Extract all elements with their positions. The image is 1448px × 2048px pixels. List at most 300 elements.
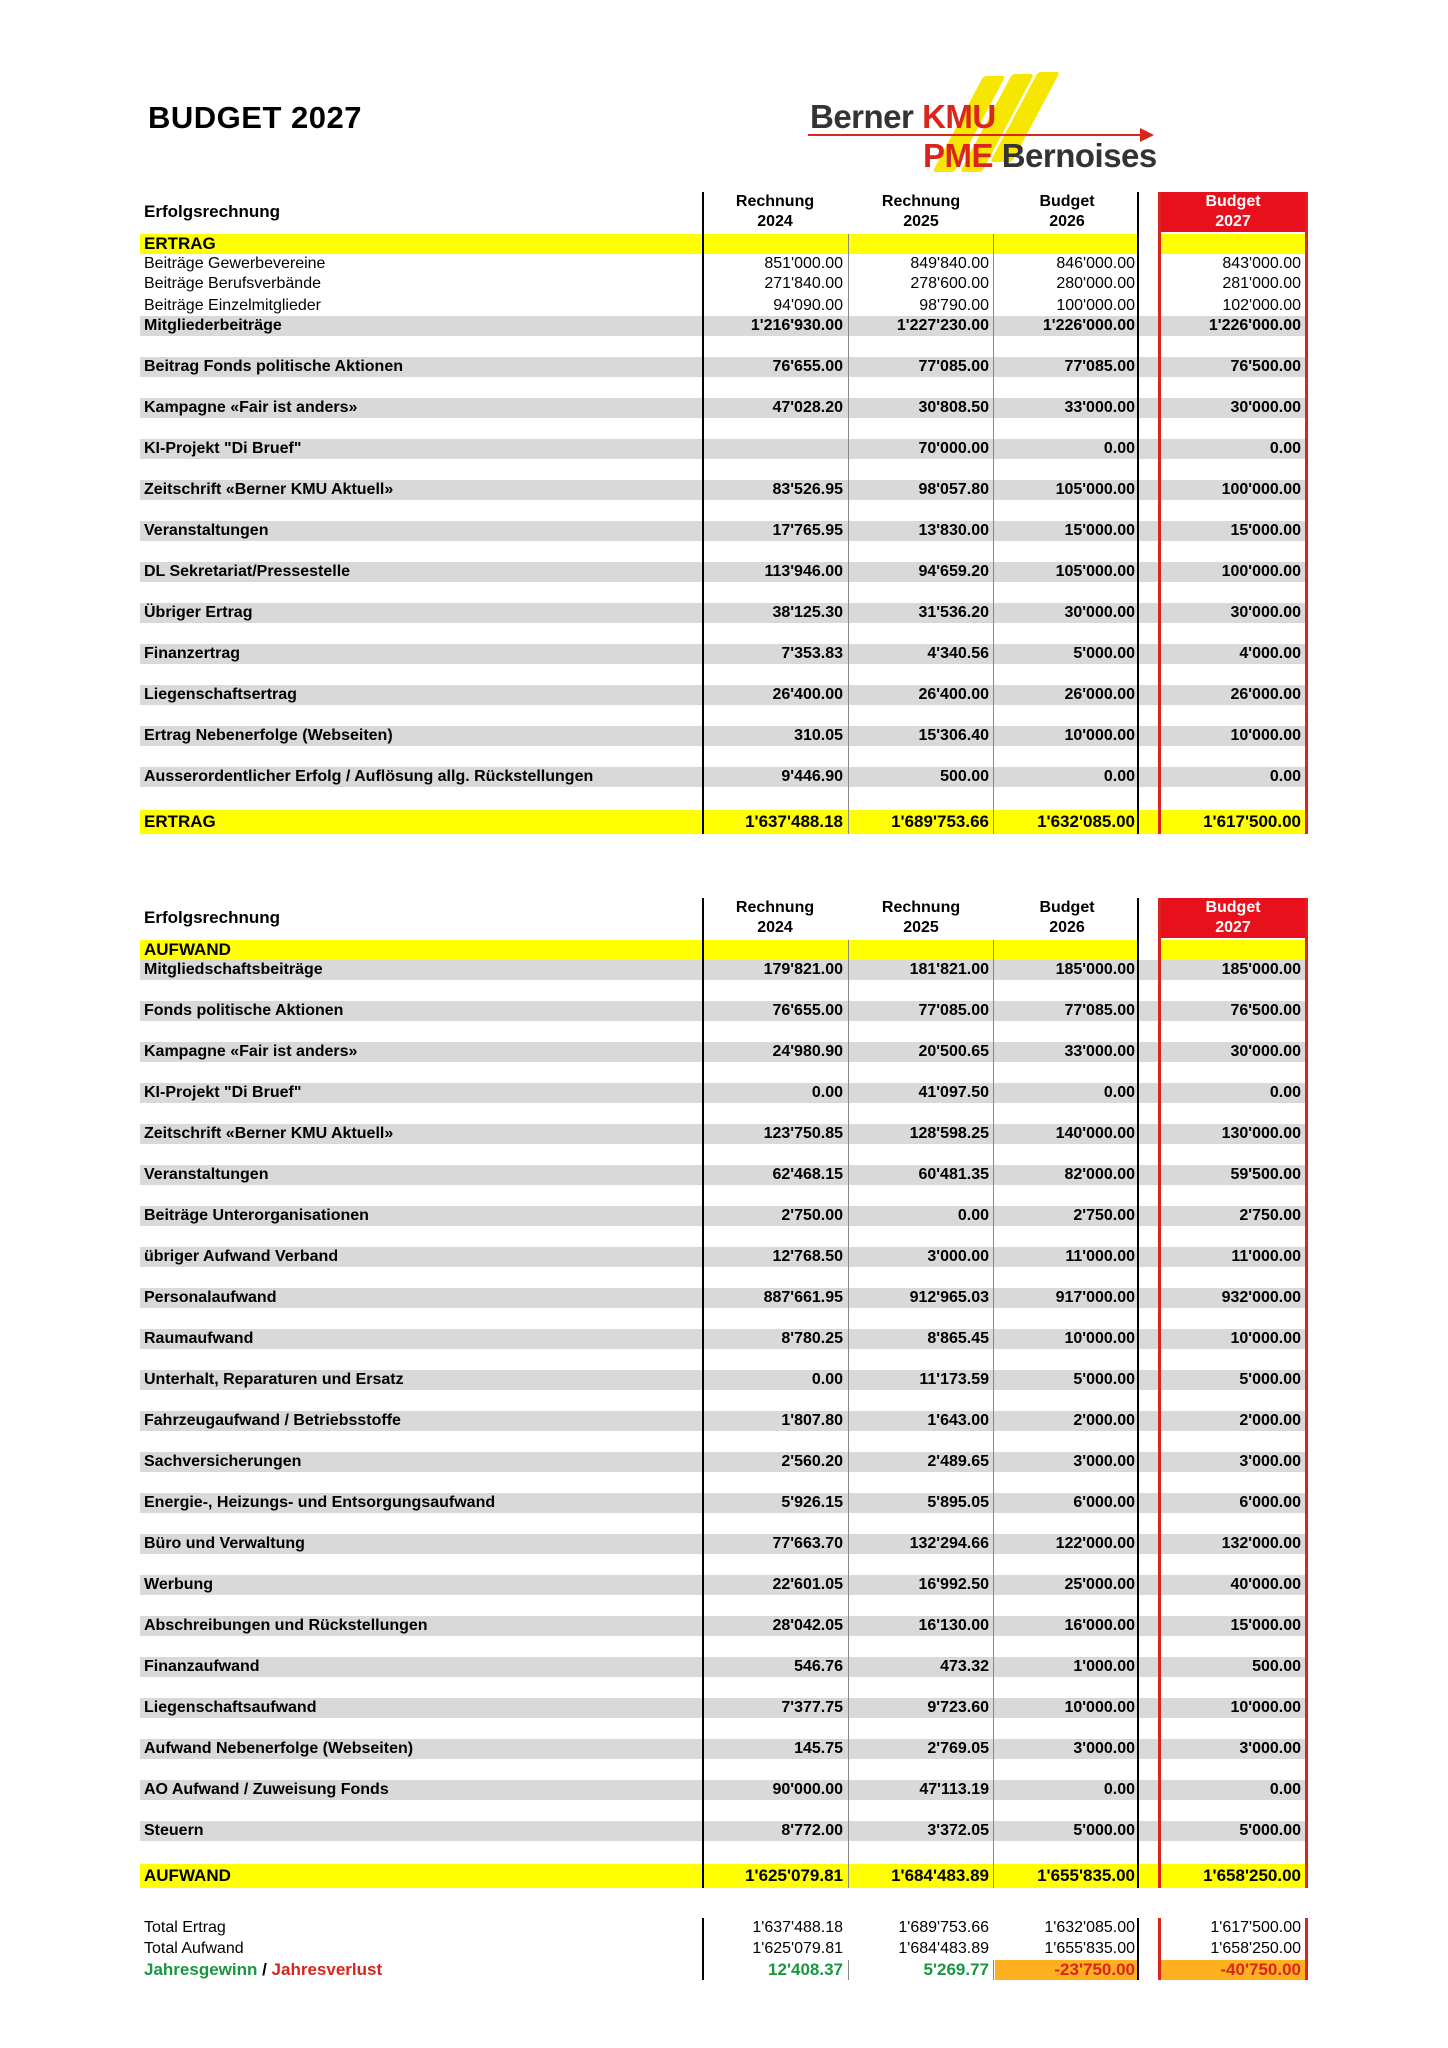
row-label: KI-Projekt "Di Bruef" <box>144 440 302 457</box>
table-row <box>140 1739 1305 1759</box>
value-cell: 94'090.00 <box>773 297 843 314</box>
value-cell: 40'000.00 <box>1230 1576 1301 1593</box>
value-cell: 30'000.00 <box>1230 604 1301 621</box>
table-row <box>140 1083 1305 1103</box>
value-cell: 17'765.95 <box>772 522 843 539</box>
table-row <box>140 274 1305 294</box>
table-row <box>140 357 1305 377</box>
value-cell: 4'340.56 <box>927 645 989 662</box>
table-row <box>140 1247 1305 1267</box>
summary-table <box>140 1918 1305 1980</box>
value-cell: 47'113.19 <box>919 1781 989 1798</box>
row-label: Kampagne «Fair ist anders» <box>144 399 358 416</box>
value-cell: 26'400.00 <box>772 686 843 703</box>
table-row <box>140 521 1305 541</box>
value-cell: 98'057.80 <box>918 481 989 498</box>
header-label: Erfolgsrechnung <box>144 202 281 221</box>
value-cell: 0.00 <box>1103 440 1135 457</box>
row-label: Raumaufwand <box>144 1330 254 1347</box>
table-row <box>140 767 1305 787</box>
value-cell: 3'000.00 <box>927 1248 989 1265</box>
value-cell: 6'000.00 <box>1073 1494 1135 1511</box>
value-cell: 5'000.00 <box>1239 1822 1301 1839</box>
column-header-line1: Budget <box>1039 193 1095 210</box>
row-label: Energie-, Heizungs- und Entsorgungsaufwand <box>144 1494 496 1511</box>
row-label: Finanzertrag <box>144 645 241 662</box>
value-cell: 0.00 <box>1269 440 1301 457</box>
value-cell: 30'000.00 <box>1064 604 1135 621</box>
value-cell: 917'000.00 <box>1055 1289 1135 1306</box>
row-label: Zeitschrift «Berner KMU Aktuell» <box>144 1125 394 1142</box>
table-row <box>140 1780 1305 1800</box>
section-label-row <box>140 234 1305 254</box>
column-header <box>995 898 1139 938</box>
value-cell: 1'632'085.00 <box>1037 812 1135 831</box>
value-cell: 912'965.03 <box>909 1289 989 1306</box>
value-cell: 5'895.05 <box>927 1494 989 1511</box>
row-label: Kampagne «Fair ist anders» <box>144 1043 358 1060</box>
row-label: Total Ertrag <box>144 1919 226 1936</box>
column-header-line2: 2024 <box>757 919 793 936</box>
table-header <box>140 192 1305 234</box>
column-header <box>703 192 847 232</box>
value-cell: 15'000.00 <box>1230 1617 1301 1634</box>
column-header <box>1161 898 1305 938</box>
summary-row <box>140 1939 1305 1960</box>
value-cell: 0.00 <box>1103 1084 1135 1101</box>
column-divider <box>1137 898 1139 1888</box>
value-cell: 5'926.15 <box>781 1494 843 1511</box>
table-row <box>140 1616 1305 1636</box>
row-label: übriger Aufwand Verband <box>144 1248 339 1265</box>
value-cell: 105'000.00 <box>1055 481 1135 498</box>
value-cell: 8'780.25 <box>781 1330 843 1347</box>
value-cell: 0.00 <box>1269 1084 1301 1101</box>
value-cell: 2'000.00 <box>1073 1412 1135 1429</box>
value-cell: 5'000.00 <box>1239 1371 1301 1388</box>
value-cell: 98'790.00 <box>919 297 989 314</box>
row-label: Liegenschaftsertrag <box>144 686 297 703</box>
value-cell: 3'000.00 <box>1239 1453 1301 1470</box>
table-row <box>140 296 1305 316</box>
value-cell: 1'632'085.00 <box>1044 1919 1135 1936</box>
table-row <box>140 1657 1305 1677</box>
value-cell: 7'353.83 <box>781 645 843 662</box>
value-cell: 1'658'250.00 <box>1203 1866 1301 1885</box>
column-header-line1: Budget <box>1205 899 1261 916</box>
value-cell: 140'000.00 <box>1055 1125 1135 1142</box>
value-cell: 11'000.00 <box>1065 1248 1135 1265</box>
row-label: KI-Projekt "Di Bruef" <box>144 1084 302 1101</box>
value-cell: 105'000.00 <box>1055 563 1135 580</box>
table-row <box>140 685 1305 705</box>
value-cell: 1'216'930.00 <box>750 317 843 334</box>
value-cell: 1'617'500.00 <box>1210 1919 1301 1936</box>
value-cell: 38'125.30 <box>772 604 843 621</box>
value-cell: 843'000.00 <box>1222 255 1301 272</box>
value-cell: 9'446.90 <box>781 768 843 785</box>
value-cell: 41'097.50 <box>918 1084 989 1101</box>
value-cell: 12'408.37 <box>768 1960 843 1979</box>
value-cell: 77'085.00 <box>1064 1002 1135 1019</box>
value-cell: 2'000.00 <box>1239 1412 1301 1429</box>
column-header <box>1161 192 1305 232</box>
table-row <box>140 644 1305 664</box>
row-label: ERTRAG <box>144 812 216 831</box>
value-cell: 1'625'079.81 <box>745 1866 843 1885</box>
value-cell: 851'000.00 <box>764 255 843 272</box>
row-label: Beiträge Gewerbevereine <box>144 255 326 272</box>
separator: / <box>257 1960 272 1979</box>
value-cell: 77'085.00 <box>918 1002 989 1019</box>
column-header-line2: 2024 <box>757 213 793 230</box>
value-cell: 887'661.95 <box>763 1289 843 1306</box>
table-row <box>140 1493 1305 1513</box>
aufwand-table <box>140 898 1305 1888</box>
column-divider <box>848 940 849 1888</box>
value-cell: 0.00 <box>1103 768 1135 785</box>
value-cell: 185'000.00 <box>1221 961 1301 978</box>
value-cell: 0.00 <box>1269 768 1301 785</box>
column-divider <box>1158 898 1161 1888</box>
table-row <box>140 960 1305 980</box>
section-label-row <box>140 940 1305 960</box>
value-cell: 15'306.40 <box>918 727 989 744</box>
value-cell: 26'400.00 <box>918 686 989 703</box>
value-cell: 3'000.00 <box>1073 1740 1135 1757</box>
value-cell: 15'000.00 <box>1064 522 1135 539</box>
value-cell: 8'772.00 <box>781 1822 843 1839</box>
value-cell: 4'000.00 <box>1239 645 1301 662</box>
column-header-line1: Budget <box>1205 193 1261 210</box>
value-cell: 281'000.00 <box>1222 275 1301 292</box>
result-label <box>144 1960 382 1980</box>
value-cell: 1'625'079.81 <box>752 1940 843 1957</box>
value-cell: 132'294.66 <box>909 1535 989 1552</box>
value-cell: 6'000.00 <box>1239 1494 1301 1511</box>
value-cell: 1'684'483.89 <box>898 1940 989 1957</box>
column-header-line1: Budget <box>1039 899 1095 916</box>
value-cell: 128'598.25 <box>909 1125 989 1142</box>
value-cell: 2'750.00 <box>781 1207 843 1224</box>
value-cell: 77'085.00 <box>918 358 989 375</box>
row-label: Ertrag Nebenerfolge (Webseiten) <box>144 727 393 744</box>
table-row <box>140 439 1305 459</box>
value-cell: 1'655'835.00 <box>1044 1940 1135 1957</box>
row-label: Aufwand Nebenerfolge (Webseiten) <box>144 1740 414 1757</box>
value-cell: 2'750.00 <box>1073 1207 1135 1224</box>
value-cell: 1'684'483.89 <box>891 1866 989 1885</box>
value-cell: 2'489.65 <box>927 1453 989 1470</box>
table-row <box>140 603 1305 623</box>
column-divider <box>702 192 704 834</box>
value-cell: 932'000.00 <box>1221 1289 1301 1306</box>
table-row <box>140 1370 1305 1390</box>
section-label: AUFWAND <box>144 940 231 959</box>
value-cell: 47'028.20 <box>772 399 843 416</box>
value-cell: 1'617'500.00 <box>1203 812 1301 831</box>
value-cell: 5'000.00 <box>1073 1822 1135 1839</box>
column-divider <box>1305 898 1308 1888</box>
value-cell: 10'000.00 <box>1064 1699 1135 1716</box>
value-cell: 271'840.00 <box>764 275 843 292</box>
value-cell: 76'655.00 <box>772 1002 843 1019</box>
value-cell: 500.00 <box>940 768 989 785</box>
section-label: ERTRAG <box>144 234 216 253</box>
column-divider <box>1158 192 1161 834</box>
value-cell: 8'865.45 <box>927 1330 989 1347</box>
value-cell: 0.00 <box>1269 1781 1301 1798</box>
value-cell: 90'000.00 <box>772 1781 843 1798</box>
ertrag-table <box>140 192 1305 834</box>
table-row <box>140 1001 1305 1021</box>
value-cell: 310.05 <box>794 727 843 744</box>
value-cell: 9'723.60 <box>927 1699 989 1716</box>
column-divider <box>1158 1918 1161 1980</box>
row-label: Beiträge Einzelmitglieder <box>144 297 321 314</box>
value-cell: 100'000.00 <box>1221 481 1301 498</box>
table-row <box>140 1042 1305 1062</box>
value-cell: 62'468.15 <box>772 1166 843 1183</box>
column-header <box>849 898 993 938</box>
value-cell: 30'000.00 <box>1230 1043 1301 1060</box>
row-label: Sachversicherungen <box>144 1453 302 1470</box>
row-label: Liegenschaftsaufwand <box>144 1699 317 1716</box>
value-cell: 82'000.00 <box>1064 1166 1135 1183</box>
table-row <box>140 316 1305 336</box>
column-divider <box>1305 1918 1308 1980</box>
value-cell: 77'663.70 <box>772 1535 843 1552</box>
value-cell: 10'000.00 <box>1230 1699 1301 1716</box>
value-cell: 102'000.00 <box>1222 297 1301 314</box>
value-cell: 1'637'488.18 <box>745 812 843 831</box>
column-header-line1: Rechnung <box>735 899 815 916</box>
column-header-line1: Rechnung <box>881 193 961 210</box>
value-cell: 10'000.00 <box>1064 1330 1135 1347</box>
row-label: Ausserordentlicher Erfolg / Auflösung allg. Rückstellungen <box>144 768 594 785</box>
value-cell: 122'000.00 <box>1055 1535 1135 1552</box>
value-cell: 130'000.00 <box>1221 1125 1301 1142</box>
value-cell: 24'980.90 <box>772 1043 843 1060</box>
page-title: BUDGET 2027 <box>148 100 362 135</box>
value-cell: 12'768.50 <box>772 1248 843 1265</box>
berner-kmu-logo: Berner KMU PME Bernoises <box>808 72 1168 180</box>
value-cell: 15'000.00 <box>1230 522 1301 539</box>
row-label: Fahrzeugaufwand / Betriebsstoffe <box>144 1412 401 1429</box>
value-cell: 33'000.00 <box>1064 399 1135 416</box>
value-cell: 2'560.20 <box>781 1453 843 1470</box>
table-header <box>140 898 1305 940</box>
value-cell: 3'372.05 <box>927 1822 989 1839</box>
value-cell: 3'000.00 <box>1073 1453 1135 1470</box>
value-cell: 1'226'000.00 <box>1208 317 1301 334</box>
value-cell: 1'000.00 <box>1073 1658 1135 1675</box>
value-cell: 846'000.00 <box>1056 255 1135 272</box>
value-cell: 10'000.00 <box>1230 1330 1301 1347</box>
value-cell: 1'643.00 <box>927 1412 989 1429</box>
column-header-line2: 2027 <box>1215 919 1251 936</box>
value-cell: -40'750.00 <box>1161 1960 1305 1980</box>
value-cell: 26'000.00 <box>1064 686 1135 703</box>
row-label: Mitgliederbeiträge <box>144 317 282 334</box>
total-row <box>140 810 1305 834</box>
value-cell: 1'689'753.66 <box>891 812 989 831</box>
loss-label: Jahresverlust <box>271 1960 383 1979</box>
row-label: AUFWAND <box>144 1866 231 1885</box>
column-divider <box>702 898 704 1888</box>
column-header-line2: 2026 <box>1049 213 1085 230</box>
column-header <box>995 192 1139 232</box>
value-cell: 33'000.00 <box>1064 1043 1135 1060</box>
column-divider <box>1305 192 1308 834</box>
value-cell: 76'500.00 <box>1230 1002 1301 1019</box>
value-cell: 100'000.00 <box>1221 563 1301 580</box>
table-row <box>140 1411 1305 1431</box>
value-cell: 3'000.00 <box>1239 1740 1301 1757</box>
value-cell: 849'840.00 <box>910 255 989 272</box>
table-row <box>140 1821 1305 1841</box>
value-cell: 0.00 <box>957 1207 989 1224</box>
value-cell: 100'000.00 <box>1056 297 1135 314</box>
value-cell: 11'000.00 <box>1231 1248 1301 1265</box>
table-row <box>140 1698 1305 1718</box>
header-label: Erfolgsrechnung <box>144 908 281 927</box>
column-divider <box>993 234 994 834</box>
value-cell: 76'500.00 <box>1230 358 1301 375</box>
value-cell: 16'000.00 <box>1064 1617 1135 1634</box>
table-row <box>140 1124 1305 1144</box>
row-label: Veranstaltungen <box>144 522 269 539</box>
column-divider <box>1137 192 1139 834</box>
table-row <box>140 562 1305 582</box>
table-row <box>140 480 1305 500</box>
value-cell: 94'659.20 <box>918 563 989 580</box>
value-cell: 123'750.85 <box>763 1125 843 1142</box>
table-row <box>140 726 1305 746</box>
value-cell: 0.00 <box>811 1084 843 1101</box>
value-cell: 11'173.59 <box>919 1371 989 1388</box>
table-row <box>140 1452 1305 1472</box>
value-cell: 16'992.50 <box>918 1576 989 1593</box>
column-divider <box>848 234 849 834</box>
value-cell: 113'946.00 <box>764 563 843 580</box>
gain-label: Jahresgewinn <box>144 1960 258 1979</box>
value-cell: -23'750.00 <box>995 1960 1139 1980</box>
value-cell: 1'227'230.00 <box>896 317 989 334</box>
row-label: Übriger Ertrag <box>144 604 253 621</box>
table-row <box>140 1329 1305 1349</box>
row-label: DL Sekretariat/Pressestelle <box>144 563 351 580</box>
value-cell: 10'000.00 <box>1064 727 1135 744</box>
value-cell: 1'637'488.18 <box>752 1919 843 1936</box>
value-cell: 0.00 <box>811 1371 843 1388</box>
column-header-line2: 2025 <box>903 213 939 230</box>
value-cell: 1'658'250.00 <box>1210 1940 1301 1957</box>
row-label: Veranstaltungen <box>144 1166 269 1183</box>
row-label: Steuern <box>144 1822 204 1839</box>
row-label: AO Aufwand / Zuweisung Fonds <box>144 1781 389 1798</box>
value-cell: 179'821.00 <box>763 961 843 978</box>
row-label: Beiträge Unterorganisationen <box>144 1207 369 1224</box>
column-header <box>703 898 847 938</box>
value-cell: 30'808.50 <box>918 399 989 416</box>
value-cell: 181'821.00 <box>909 961 989 978</box>
table-row <box>140 1206 1305 1226</box>
result-row <box>140 1960 1305 1980</box>
value-cell: 280'000.00 <box>1056 275 1135 292</box>
value-cell: 185'000.00 <box>1055 961 1135 978</box>
value-cell: 60'481.35 <box>918 1166 989 1183</box>
value-cell: 1'689'753.66 <box>898 1919 989 1936</box>
value-cell: 22'601.05 <box>772 1576 843 1593</box>
row-label: Mitgliedschaftsbeiträge <box>144 961 323 978</box>
table-row <box>140 1534 1305 1554</box>
column-divider <box>993 940 994 1888</box>
value-cell: 31'536.20 <box>918 604 989 621</box>
value-cell: 7'377.75 <box>781 1699 843 1716</box>
value-cell: 278'600.00 <box>910 275 989 292</box>
column-header-line1: Rechnung <box>881 899 961 916</box>
column-header-line2: 2026 <box>1049 919 1085 936</box>
value-cell: 546.76 <box>794 1658 843 1675</box>
row-label: Beitrag Fonds politische Aktionen <box>144 358 403 375</box>
value-cell: 473.32 <box>940 1658 989 1675</box>
value-cell: 5'000.00 <box>1073 645 1135 662</box>
value-cell: 13'830.00 <box>918 522 989 539</box>
column-header <box>849 192 993 232</box>
table-row <box>140 1288 1305 1308</box>
value-cell: 28'042.05 <box>772 1617 843 1634</box>
row-label: Fonds politische Aktionen <box>144 1002 344 1019</box>
value-cell: 145.75 <box>794 1740 843 1757</box>
value-cell: 500.00 <box>1252 1658 1301 1675</box>
value-cell: 10'000.00 <box>1230 727 1301 744</box>
column-divider <box>1137 1918 1139 1980</box>
table-row <box>140 1575 1305 1595</box>
table-row <box>140 1165 1305 1185</box>
value-cell: 76'655.00 <box>772 358 843 375</box>
row-label: Beiträge Berufsverbände <box>144 275 321 292</box>
row-label: Finanzaufwand <box>144 1658 260 1675</box>
row-label: Total Aufwand <box>144 1940 244 1957</box>
value-cell: 30'000.00 <box>1230 399 1301 416</box>
row-label: Unterhalt, Reparaturen und Ersatz <box>144 1371 404 1388</box>
column-divider <box>993 1960 994 1980</box>
value-cell: 20'500.65 <box>918 1043 989 1060</box>
total-row <box>140 1864 1305 1888</box>
column-divider <box>702 1918 704 1980</box>
row-label: Büro und Verwaltung <box>144 1535 305 1552</box>
value-cell: 5'269.77 <box>923 1960 989 1979</box>
value-cell: 2'769.05 <box>927 1740 989 1757</box>
column-divider <box>848 1960 849 1980</box>
value-cell: 70'000.00 <box>918 440 989 457</box>
value-cell: 83'526.95 <box>772 481 843 498</box>
value-cell: 2'750.00 <box>1239 1207 1301 1224</box>
value-cell: 5'000.00 <box>1073 1371 1135 1388</box>
row-label: Abschreibungen und Rückstellungen <box>144 1617 428 1634</box>
value-cell: 1'226'000.00 <box>1042 317 1135 334</box>
row-label: Zeitschrift «Berner KMU Aktuell» <box>144 481 394 498</box>
row-label: Werbung <box>144 1576 214 1593</box>
value-cell: 59'500.00 <box>1230 1166 1301 1183</box>
value-cell: 77'085.00 <box>1064 358 1135 375</box>
table-row <box>140 254 1305 274</box>
column-header-line1: Rechnung <box>735 193 815 210</box>
column-header-line2: 2027 <box>1215 213 1251 230</box>
value-cell: 26'000.00 <box>1230 686 1301 703</box>
value-cell: 1'807.80 <box>781 1412 843 1429</box>
